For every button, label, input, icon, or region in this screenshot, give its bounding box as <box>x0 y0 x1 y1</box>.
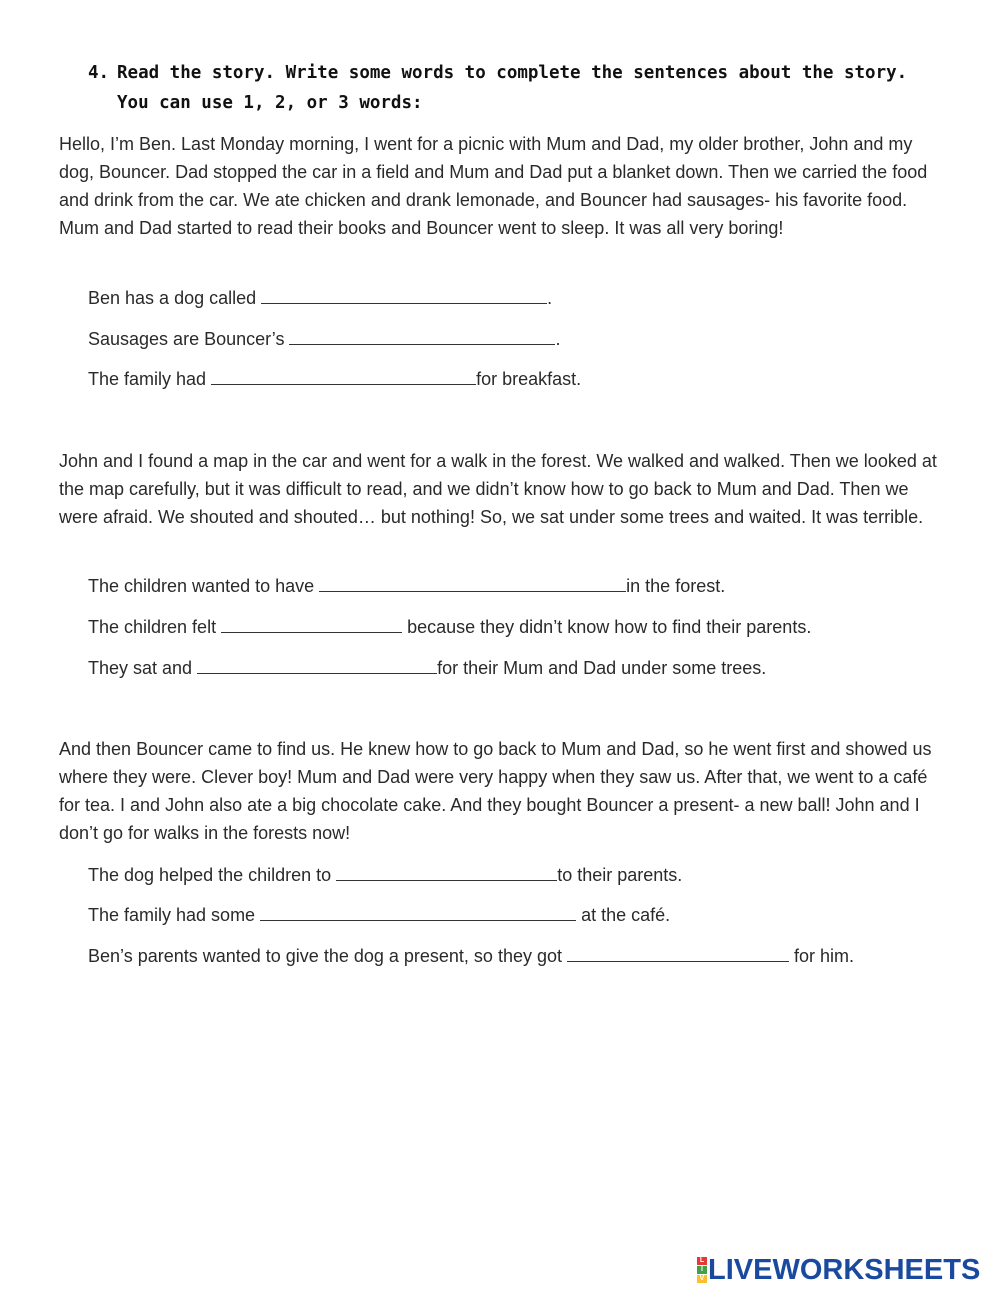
logo-text: LIVEWORKSHEETS <box>708 1253 981 1286</box>
answer-blank-5[interactable] <box>221 614 402 633</box>
answer-blank-2[interactable] <box>289 326 555 345</box>
question-7 <box>88 862 682 887</box>
question-text-before: The family had <box>88 369 212 389</box>
liveworksheets-logo <box>697 1254 980 1286</box>
question-text-after: . <box>547 288 553 308</box>
question-text-after: at the café. <box>576 905 671 925</box>
question-9 <box>88 943 854 968</box>
story-paragraph-2: John and I found a map in the car and went for a walk in the forest. We walked and walked. Then we looked at the map carefully, but it was difficult to read, and we didn’t know how to go back to Mum and Dad. Then we were afraid. We shouted and shouted… but nothing! So, we sat under some trees and waited. It was terrible. <box>59 451 937 527</box>
question-text-before: The family had some <box>88 905 261 925</box>
logo-block: V <box>697 1275 707 1283</box>
question-4 <box>88 573 725 598</box>
exercise-number: 4. <box>88 63 110 83</box>
exercise-instruction <box>88 58 948 118</box>
answer-blank-3[interactable] <box>211 366 476 385</box>
question-text-after: to their parents. <box>557 865 683 885</box>
logo-block: I <box>697 1266 707 1274</box>
question-text-after: for breakfast. <box>476 369 582 389</box>
question-text-before: The dog helped the children to <box>88 865 337 885</box>
logo-blocks-icon <box>697 1257 705 1283</box>
question-text-after: for their Mum and Dad under some trees. <box>437 658 767 678</box>
question-5 <box>88 614 811 639</box>
question-text-before: The children wanted to have <box>88 576 320 596</box>
question-text-before: Ben has a dog called <box>88 288 262 308</box>
answer-blank-1[interactable] <box>261 285 547 304</box>
answer-blank-4[interactable] <box>319 573 626 592</box>
instruction-text: Read the story. Write some words to complete the sentences about the story. You can use 1, 2, or 3 words: <box>117 63 908 113</box>
story-paragraph-3: And then Bouncer came to find us. He knew how to go back to Mum and Dad, so he went first and showed us where they were. Clever boy! Mum and Dad were very happy when they saw us. After that, we went to a café for tea. I and John also ate a big chocolate cake. And they bought Bouncer a present- a new ball! John and I don’t go for walks in the forests now! <box>59 739 932 843</box>
question-text-after: because they didn’t know how to find their parents. <box>402 617 812 637</box>
question-text-before: Ben’s parents wanted to give the dog a present, so they got <box>88 946 567 966</box>
question-8 <box>88 902 670 927</box>
question-text-before: Sausages are Bouncer’s <box>88 329 290 349</box>
question-text-after: . <box>555 329 561 349</box>
answer-blank-9[interactable] <box>567 943 789 962</box>
question-text-after: for him. <box>789 946 855 966</box>
story-paragraph-1: Hello, I’m Ben. Last Monday morning, I went for a picnic with Mum and Dad, my older brother, John and my dog, Bouncer. Dad stopped the car in a field and Mum and Dad put a blanket down. Then we carried the food and drink from the car. We ate chicken and drank lemonade, and Bouncer had sausages- his favorite food. Mum and Dad started to read their books and Bouncer went to sleep. It was all very boring! <box>59 134 928 238</box>
question-text-before: The children felt <box>88 617 222 637</box>
question-6 <box>88 655 766 680</box>
question-3 <box>88 366 581 391</box>
question-text-before: They sat and <box>88 658 198 678</box>
question-2 <box>88 326 560 351</box>
answer-blank-7[interactable] <box>336 862 557 881</box>
answer-blank-6[interactable] <box>197 655 437 674</box>
question-1 <box>88 285 552 310</box>
answer-blank-8[interactable] <box>260 902 576 921</box>
question-text-after: in the forest. <box>626 576 726 596</box>
logo-block: L <box>697 1257 707 1265</box>
